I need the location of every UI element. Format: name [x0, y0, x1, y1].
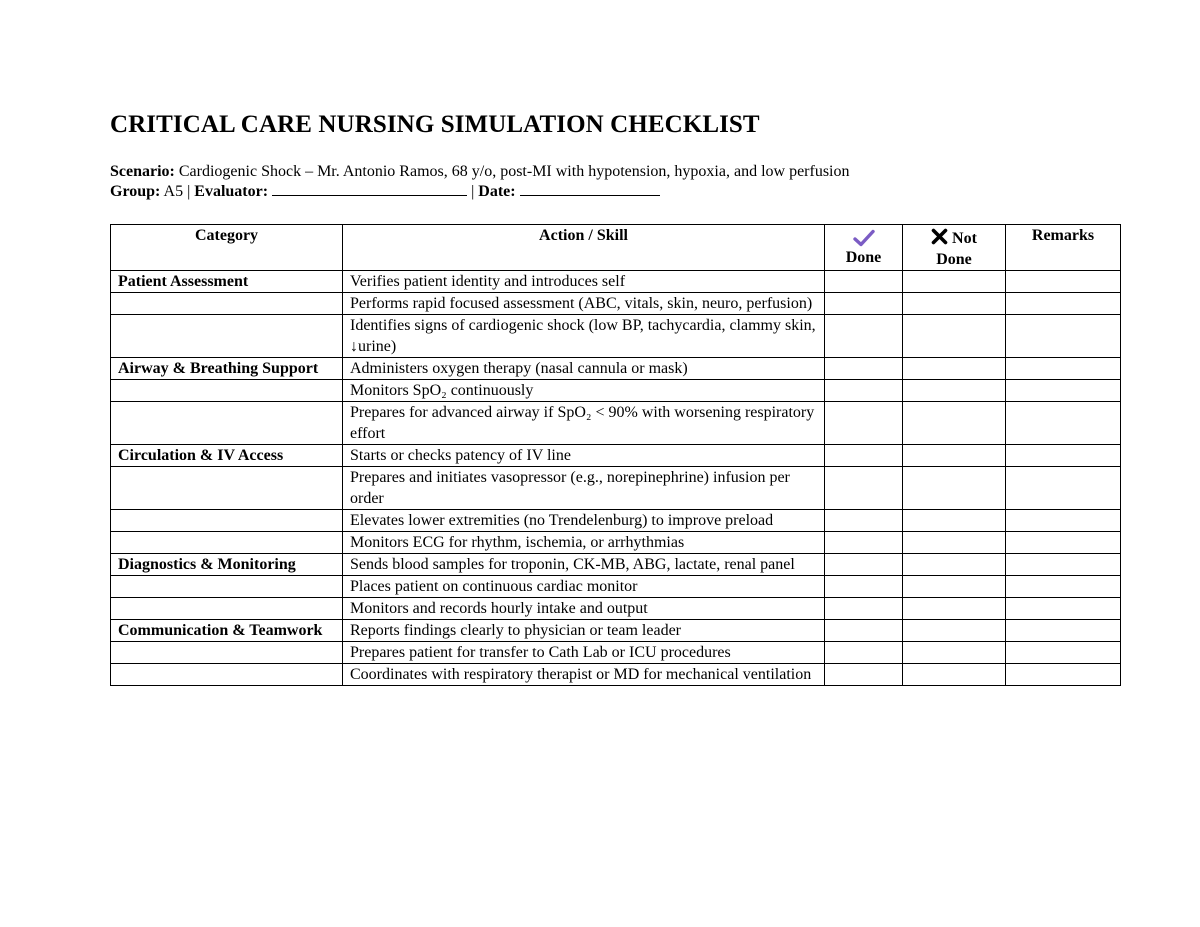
not-done-cell[interactable]	[903, 380, 1006, 402]
group-line	[110, 182, 1120, 202]
remarks-cell[interactable]	[1006, 554, 1121, 576]
category-cell	[111, 315, 343, 358]
separator: |	[187, 183, 191, 200]
action-cell: Monitors SpO₂ continuously	[343, 380, 825, 402]
scenario-label: Scenario:	[110, 163, 175, 180]
evaluator-blank	[272, 182, 467, 196]
not-done-header	[903, 225, 1006, 271]
scenario-line	[110, 162, 1120, 182]
table-row	[111, 271, 1121, 293]
not-done-cell[interactable]	[903, 598, 1006, 620]
action-cell: Performs rapid focused assessment (ABC, vitals, skin, neuro, perfusion)	[343, 293, 825, 315]
table-row	[111, 467, 1121, 510]
table-row	[111, 380, 1121, 402]
remarks-cell[interactable]	[1006, 271, 1121, 293]
category-header: Category	[111, 225, 343, 271]
remarks-cell[interactable]	[1006, 620, 1121, 642]
remarks-cell[interactable]	[1006, 598, 1121, 620]
remarks-cell[interactable]	[1006, 402, 1121, 445]
group-value: A5	[163, 183, 184, 200]
done-cell[interactable]	[825, 315, 903, 358]
table-row	[111, 293, 1121, 315]
table-row	[111, 620, 1121, 642]
done-cell[interactable]	[825, 380, 903, 402]
remarks-cell[interactable]	[1006, 315, 1121, 358]
done-header-label: Done	[845, 249, 882, 266]
x-icon	[931, 228, 948, 245]
not-done-cell[interactable]	[903, 293, 1006, 315]
not-done-cell[interactable]	[903, 554, 1006, 576]
category-cell	[111, 642, 343, 664]
not-done-header-label-2: Done	[936, 251, 972, 268]
action-cell: Sends blood samples for troponin, CK-MB, ABG, lactate, renal panel	[343, 554, 825, 576]
group-label: Group:	[110, 183, 161, 200]
done-cell[interactable]	[825, 467, 903, 510]
table-row	[111, 664, 1121, 686]
category-cell	[111, 532, 343, 554]
remarks-cell[interactable]	[1006, 642, 1121, 664]
table-row	[111, 510, 1121, 532]
done-cell[interactable]	[825, 271, 903, 293]
table-row	[111, 358, 1121, 380]
done-cell[interactable]	[825, 445, 903, 467]
remarks-cell[interactable]	[1006, 510, 1121, 532]
category-cell	[111, 467, 343, 510]
remarks-cell[interactable]	[1006, 358, 1121, 380]
remarks-cell[interactable]	[1006, 576, 1121, 598]
category-cell	[111, 293, 343, 315]
action-cell: Elevates lower extremities (no Trendelenburg) to improve preload	[343, 510, 825, 532]
remarks-cell[interactable]	[1006, 532, 1121, 554]
done-cell[interactable]	[825, 664, 903, 686]
action-cell: Administers oxygen therapy (nasal cannula or mask)	[343, 358, 825, 380]
action-cell: Reports findings clearly to physician or team leader	[343, 620, 825, 642]
category-cell: Diagnostics & Monitoring	[111, 554, 343, 576]
action-cell: Places patient on continuous cardiac monitor	[343, 576, 825, 598]
category-cell	[111, 664, 343, 686]
not-done-cell[interactable]	[903, 271, 1006, 293]
action-cell: Verifies patient identity and introduces self	[343, 271, 825, 293]
done-cell[interactable]	[825, 576, 903, 598]
action-header: Action / Skill	[343, 225, 825, 271]
evaluator-label: Evaluator:	[194, 183, 269, 200]
not-done-cell[interactable]	[903, 664, 1006, 686]
separator: |	[471, 183, 475, 200]
done-cell[interactable]	[825, 532, 903, 554]
done-cell[interactable]	[825, 293, 903, 315]
category-cell	[111, 598, 343, 620]
table-row	[111, 642, 1121, 664]
remarks-cell[interactable]	[1006, 293, 1121, 315]
remarks-cell[interactable]	[1006, 380, 1121, 402]
action-cell: Identifies signs of cardiogenic shock (low BP, tachycardia, clammy skin, ↓urine)	[343, 315, 825, 358]
not-done-header-label-1: Not	[952, 230, 977, 247]
document-title: CRITICAL CARE NURSING SIMULATION CHECKLIST	[110, 111, 760, 138]
category-cell: Patient Assessment	[111, 271, 343, 293]
category-cell: Airway & Breathing Support	[111, 358, 343, 380]
not-done-cell[interactable]	[903, 467, 1006, 510]
checklist-page	[110, 110, 1120, 683]
scenario-text: Cardiogenic Shock – Mr. Antonio Ramos, 68 y/o, post-MI with hypotension, hypoxia, and low perfusion	[178, 163, 850, 180]
category-cell	[111, 380, 343, 402]
table-row	[111, 576, 1121, 598]
action-cell: Starts or checks patency of IV line	[343, 445, 825, 467]
check-icon	[853, 229, 875, 247]
not-done-cell[interactable]	[903, 402, 1006, 445]
not-done-cell[interactable]	[903, 576, 1006, 598]
done-cell[interactable]	[825, 554, 903, 576]
remarks-cell[interactable]	[1006, 664, 1121, 686]
remarks-cell[interactable]	[1006, 467, 1121, 510]
not-done-cell[interactable]	[903, 620, 1006, 642]
done-cell[interactable]	[825, 642, 903, 664]
action-cell: Monitors ECG for rhythm, ischemia, or arrhythmias	[343, 532, 825, 554]
done-cell[interactable]	[825, 620, 903, 642]
action-cell: Prepares for advanced airway if SpO₂ < 90% with worsening respiratory effort	[343, 402, 825, 445]
done-cell[interactable]	[825, 402, 903, 445]
table-row	[111, 315, 1121, 358]
category-cell: Circulation & IV Access	[111, 445, 343, 467]
not-done-cell[interactable]	[903, 315, 1006, 358]
action-cell: Coordinates with respiratory therapist or MD for mechanical ventilation	[343, 664, 825, 686]
date-label: Date:	[478, 183, 516, 200]
done-header	[825, 225, 903, 271]
table-row	[111, 532, 1121, 554]
not-done-cell[interactable]	[903, 642, 1006, 664]
action-cell: Prepares and initiates vasopressor (e.g., norepinephrine) infusion per order	[343, 467, 825, 510]
table-row	[111, 445, 1121, 467]
table-row	[111, 598, 1121, 620]
not-done-cell[interactable]	[903, 510, 1006, 532]
table-row	[111, 402, 1121, 445]
action-cell: Monitors and records hourly intake and output	[343, 598, 825, 620]
table-row	[111, 554, 1121, 576]
action-cell: Prepares patient for transfer to Cath Lab or ICU procedures	[343, 642, 825, 664]
done-cell[interactable]	[825, 358, 903, 380]
done-cell[interactable]	[825, 510, 903, 532]
not-done-cell[interactable]	[903, 445, 1006, 467]
done-cell[interactable]	[825, 598, 903, 620]
category-cell	[111, 402, 343, 445]
category-cell	[111, 510, 343, 532]
remarks-header: Remarks	[1006, 225, 1121, 271]
category-cell: Communication & Teamwork	[111, 620, 343, 642]
date-blank	[520, 182, 660, 196]
not-done-cell[interactable]	[903, 358, 1006, 380]
header-row	[111, 225, 1121, 271]
remarks-cell[interactable]	[1006, 445, 1121, 467]
checklist-table	[110, 224, 1121, 686]
not-done-cell[interactable]	[903, 532, 1006, 554]
category-cell	[111, 576, 343, 598]
